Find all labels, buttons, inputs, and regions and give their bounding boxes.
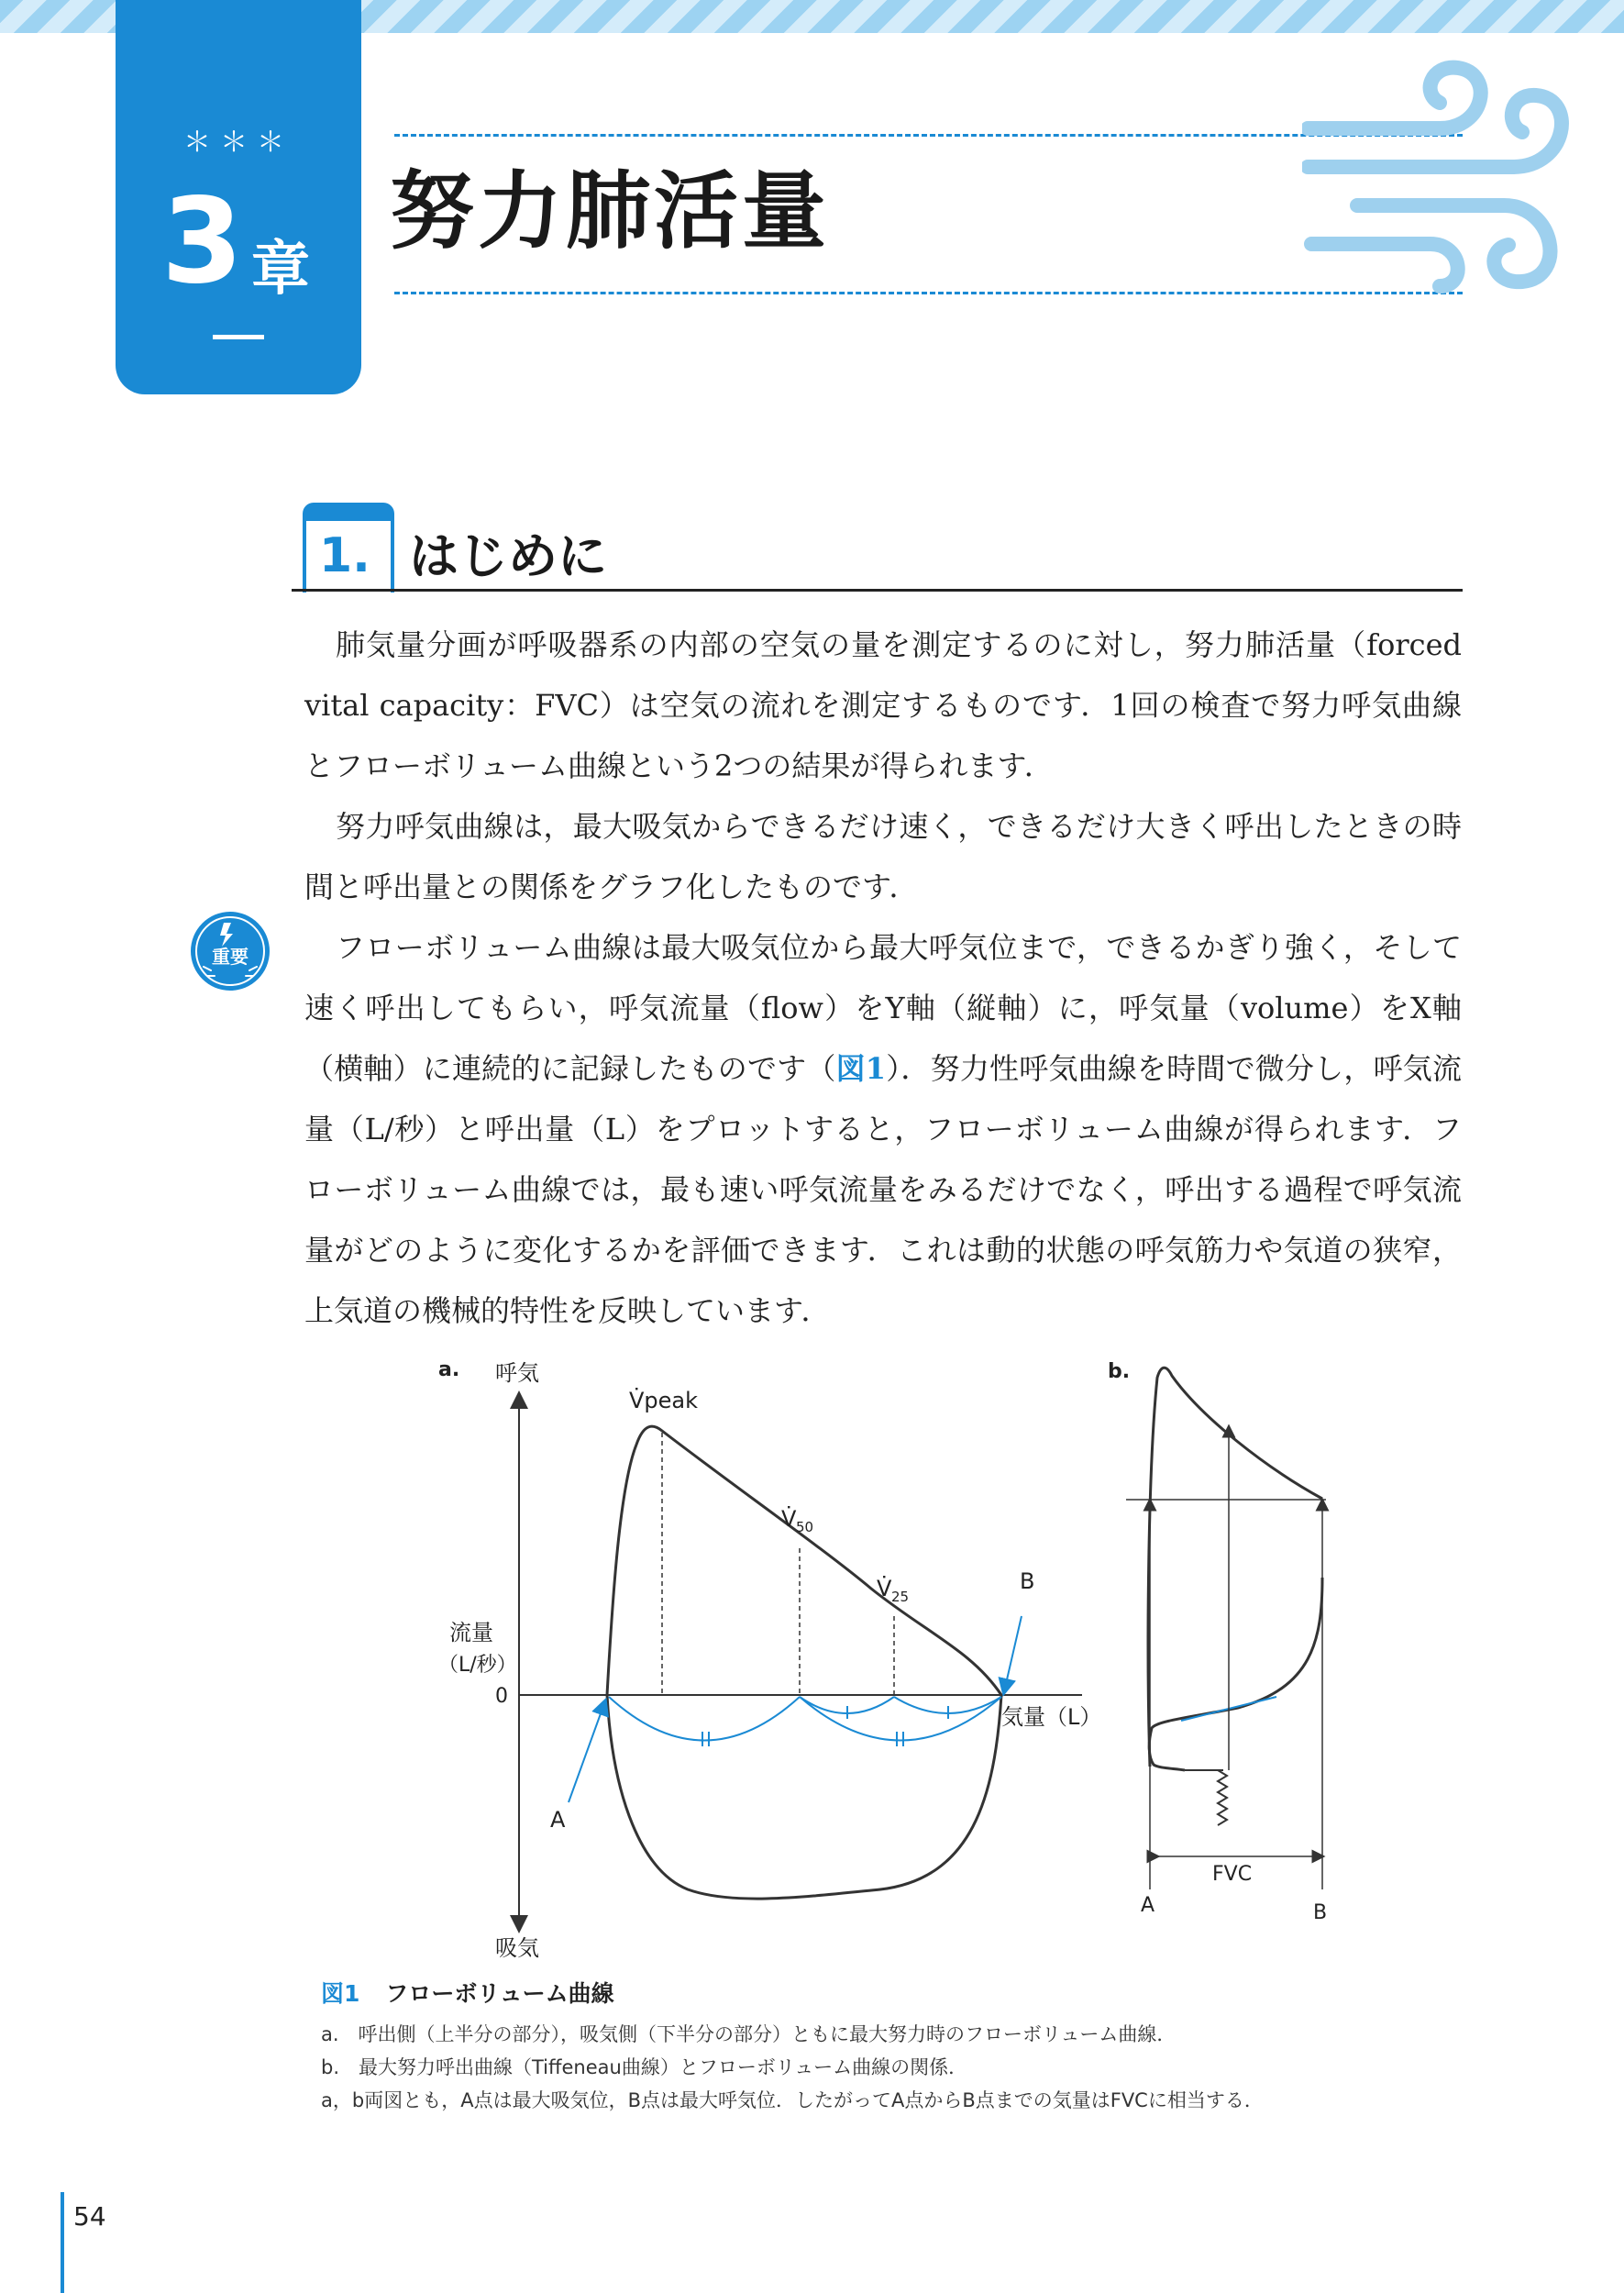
division-arcs [609, 1697, 1001, 1746]
v50-label: V̇ [781, 1506, 797, 1532]
paragraph-3 [304, 917, 1462, 1341]
fv-curve-rotated [1148, 1368, 1322, 1767]
paragraph-1: 肺気量分画が呼吸器系の内部の空気の量を測定するのに対し，努力肺活量（forced vital capacity：FVC）は空気の流れを測定するものです．1回の検査で努力呼気曲線とフローボリューム曲線という2つの結果が得られます． [304, 627, 1462, 783]
inspiratory-curve [607, 1695, 1001, 1899]
section-number: 1. [319, 528, 370, 583]
point-b-label: B [1020, 1568, 1035, 1594]
important-badge [189, 910, 271, 992]
figure-caption [321, 1976, 1467, 2117]
panel-a-label: a. [438, 1358, 460, 1381]
expiratory-curve [607, 1426, 1001, 1695]
section-rule [292, 589, 1463, 592]
caption-figure-label: 図1 [321, 1980, 360, 2007]
chapter-tab [116, 0, 361, 394]
caption-line-b: b. 最大努力呼出曲線（Tiffeneau曲線）とフローボリューム曲線の関係． [321, 2056, 968, 2078]
y-axis-bottom-label: 吸気 [495, 1935, 539, 1961]
paragraph-3-text-b: ）．努力性呼気曲線を時間で微分し，呼気流量（L/秒）と呼出量（L）をプロットすると，フローボリューム曲線が得られます．フローボリューム曲線では，最も速い呼気流量をみるだけでなく，呼出する過程で呼気流量がどのように変化するかを評価できます．これは動的状態の呼気筋力や気道の狭窄，上気道の機械的特性を反映しています． [304, 1051, 1462, 1328]
point-b-arrow [1005, 1616, 1022, 1688]
tangent-line [1181, 1697, 1276, 1721]
x-axis-label: 気量（L） [1001, 1704, 1102, 1730]
section-number-box [303, 503, 394, 593]
vpeak-label: V̇peak [629, 1388, 699, 1413]
figure-reference-link[interactable]: 図1 [835, 1051, 887, 1086]
chapter-label: 章 [251, 236, 310, 304]
chapter-stars: ＊＊＊ [183, 127, 293, 159]
page-number-rule [61, 2192, 64, 2293]
section-title: はじめに [409, 527, 607, 585]
panel-b-point-b-label: B [1313, 1901, 1328, 1924]
chapter-title: 努力肺活量 [390, 162, 831, 260]
zero-label: 0 [495, 1685, 508, 1708]
fvc-label: FVC [1212, 1863, 1253, 1886]
y-axis-mid-label-1: 流量 [449, 1620, 493, 1645]
panel-b-label: b. [1108, 1360, 1131, 1383]
page-number: 54 [73, 2201, 106, 2232]
caption-title: フローボリューム曲線 [385, 1980, 614, 2007]
section-box-cap [306, 506, 391, 521]
wind-icon [1302, 57, 1586, 297]
caption-title-row [321, 1976, 1467, 2009]
point-a-arrow [569, 1706, 603, 1802]
v25-subscript: 25 [891, 1589, 910, 1605]
paragraph-2: 努力呼気曲線は，最大吸気からできるだけ速く，できるだけ大きく呼出したときの時間と呼出量との関係をグラフ化したものです． [304, 809, 1462, 904]
v50-subscript: 50 [796, 1519, 814, 1535]
y-axis-top-label: 呼気 [495, 1360, 539, 1386]
panel-b-point-a-label: A [1141, 1894, 1155, 1917]
tiffeneau-curve [1149, 1578, 1322, 1770]
chapter-underline [213, 335, 264, 339]
caption-line-a: a. 呼出側（上半分の部分），吸気側（下半分の部分）ともに最大努力時のフローボリューム曲線． [321, 2023, 1177, 2045]
badge-label: 重要 [212, 946, 249, 968]
point-a-label: A [550, 1807, 566, 1833]
paragraph-3-text-a: フローボリューム曲線は最大吸気位から最大呼気位まで，できるかぎり強く，そして速く呼出してもらい，呼気流量（flow）をY軸（縦軸）に，呼気量（volume）をX軸（横軸）に連続的に記録したものです（ [304, 930, 1462, 1086]
chapter-number: 3 [161, 173, 244, 310]
caption-line-c: a，b両図とも，A点は最大吸気位，B点は最大呼気位．したがってA点からB点までの気量はFVCに相当する． [321, 2089, 1264, 2111]
v25-label: V̇ [877, 1576, 892, 1601]
y-axis-mid-label-2: （L/秒） [438, 1654, 517, 1677]
tidal-breathing-waves [1185, 1770, 1227, 1825]
